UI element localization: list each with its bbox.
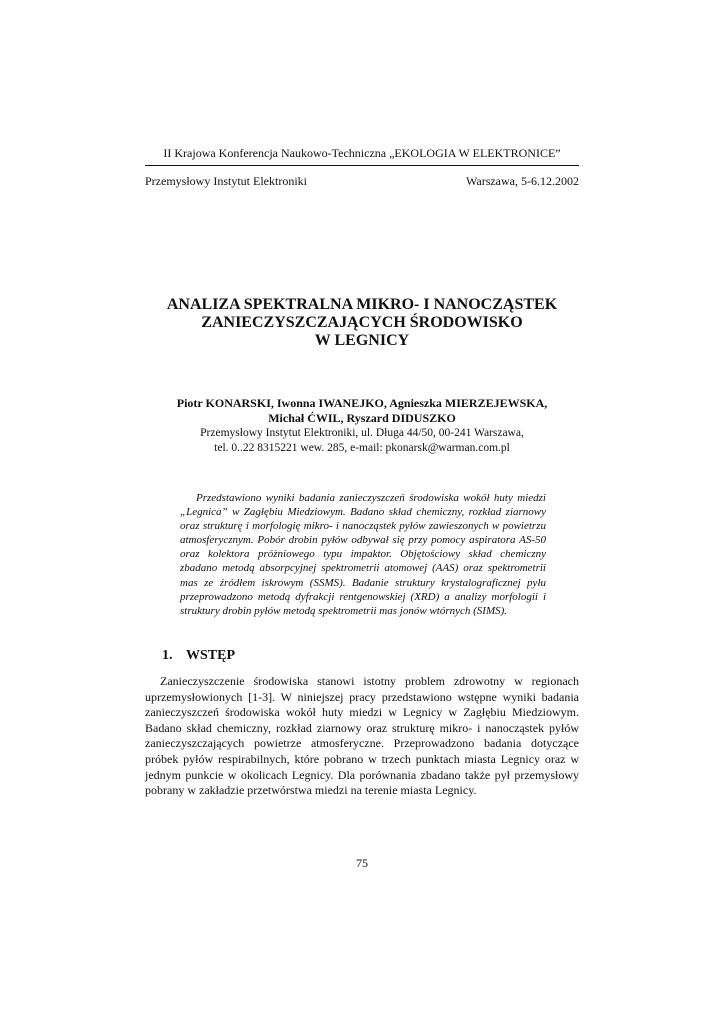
body-line: jednym punkcie w okolicach Legnicy. Dla porównania zbadano także pył przemysłowy: [145, 767, 579, 782]
affiliation: [120, 426, 604, 455]
place-date: Warszawa, 5-6.12.2002: [466, 174, 579, 188]
section-heading: [162, 648, 235, 664]
abstract-line: oraz strukturę i morfologię mikro- i nanocząstek pyłów zawieszonych w powietrzu: [180, 520, 546, 533]
abstract-line: zbadano metodą absorpcyjnej spektrometrii atomowej (AAS) oraz spektrometrii: [180, 562, 546, 575]
title-line: ANALIZA SPEKTRALNA MIKRO- I NANOCZĄSTEK: [166, 296, 558, 313]
abstract-line: mas ze źródłem iskrowym (SSMS). Badanie struktury krystalograficznej pyłu: [180, 576, 546, 589]
page-number: 75: [356, 856, 368, 870]
affiliation-line: Przemysłowy Instytut Elektroniki, ul. Długa 44/50, 00-241 Warszawa,: [200, 427, 524, 439]
authors-line: Piotr KONARSKI, Iwonna IWANEJKO, Agnieszka MIERZEJEWSKA,: [176, 396, 548, 410]
body-line: zanieczyszczających powietrze atmosferyczne. Przeprowadzono badania dotyczące: [145, 736, 579, 751]
abstract-line: struktury drobin pyłów metodą spektrometrii mas jonów wtórnych (SIMS).: [180, 604, 508, 617]
abstract: [180, 491, 546, 618]
body-line: pobrany w zakładzie przetwórstwa miedzi na terenie miasta Legnicy.: [145, 783, 477, 798]
header-rule: [145, 165, 579, 166]
title-line: W LEGNICY: [314, 332, 410, 349]
body-paragraph: [145, 674, 579, 799]
body-line: uprzemysłowionych [1-3]. W niniejszej pracy przedstawiono wstępne wyniki badania: [145, 689, 579, 704]
abstract-line: atmosferycznym. Pobór drobin pyłów odbywał się przy pomocy aspiratora AS-50: [180, 534, 546, 547]
affiliation-line: tel. 0..22 8315221 wew. 285, e-mail: pkonarsk@warman.com.pl: [214, 441, 510, 454]
abstract-line: przeprowadzono metodą dyfrakcji rentgenowskiej (XRD) a analizy morfologii i: [180, 590, 546, 603]
body-line: zanieczyszczeń środowiska wokół huty miedzi w Legnicy w Zagłębiu Miedziowym.: [145, 705, 579, 720]
section-number: 1.: [162, 648, 173, 663]
abstract-line: Przedstawiono wyniki badania zanieczyszczeń środowiska wokół huty miedzi: [196, 492, 546, 504]
author-list: [120, 396, 604, 426]
body-line: Zanieczyszczenie środowiska stanowi istotny problem zdrowotny w regionach: [160, 674, 579, 688]
section-title: WSTĘP: [186, 648, 236, 663]
body-line: próbek pyłów respirabilnych, które pobrano w trzech punktach miasta Legnicy oraz w: [145, 751, 579, 766]
paper-title: [120, 296, 604, 350]
title-line: ZANIECZYSZCZAJĄCYCH ŚRODOWISKO: [201, 314, 523, 331]
institute-name: Przemysłowy Instytut Elektroniki: [145, 174, 307, 188]
abstract-line: „Legnica” w Zagłębiu Miedziowym. Badano skład chemiczny, rozkład ziarnowy: [180, 506, 546, 519]
abstract-line: oraz kolektora próżniowego typu impaktor. Objętościowy skład chemiczny: [180, 548, 546, 561]
body-line: Badano skład chemiczny, rozkład ziarnowy oraz strukturę mikro- i nanocząstek pyłów: [145, 720, 579, 735]
conference-header: II Krajowa Konferencja Naukowo-Techniczna „EKOLOGIA W ELEKTRONICE”: [163, 146, 561, 160]
authors-line: Michał ĆWIL, Ryszard DIDUSZKO: [268, 411, 456, 425]
